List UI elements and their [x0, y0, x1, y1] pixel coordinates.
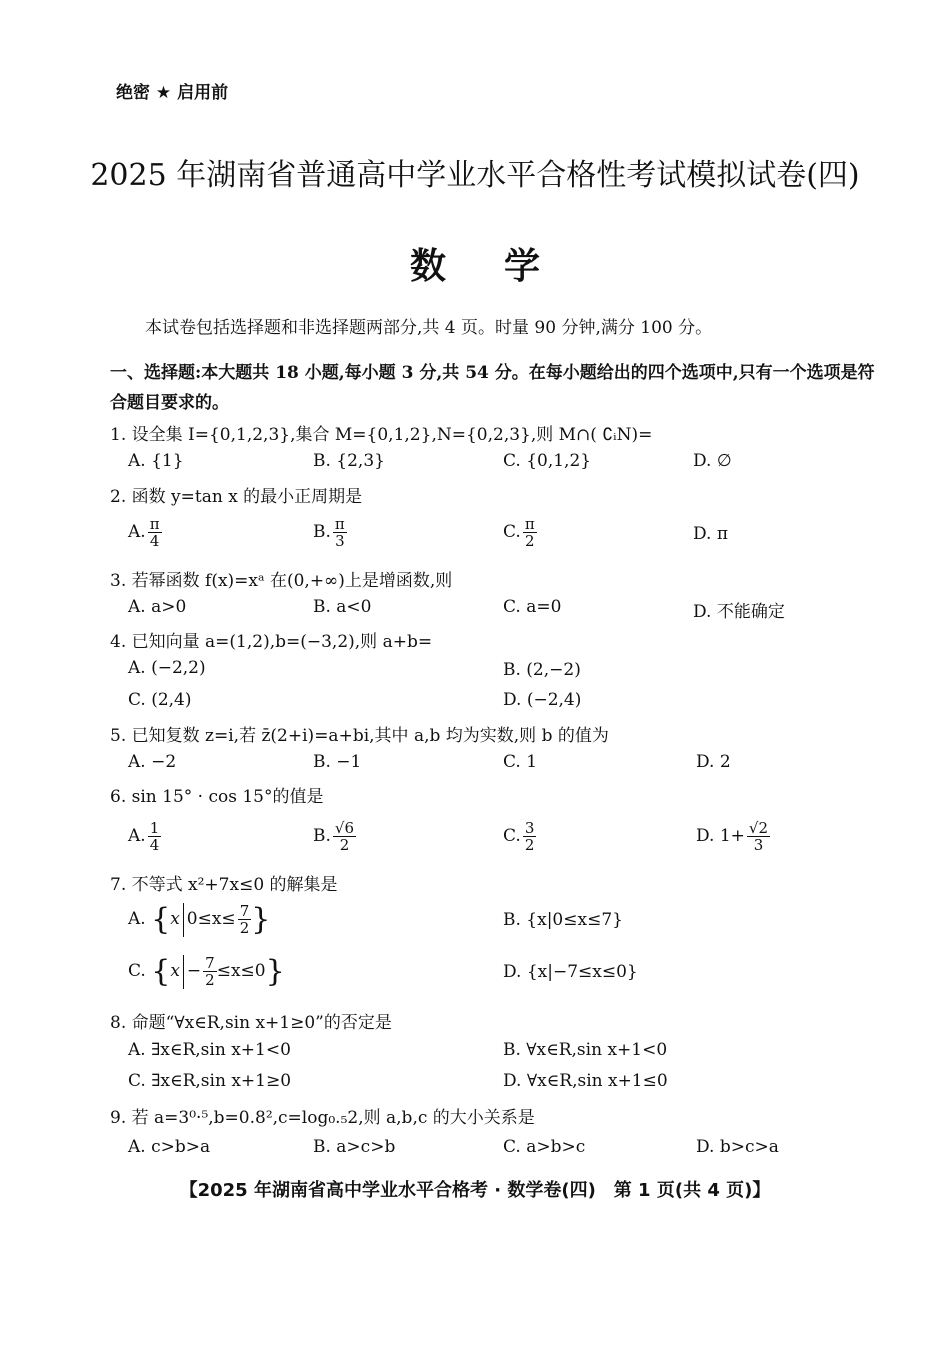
question-3-option-d: D. 不能确定: [693, 602, 785, 622]
section-heading: 一、选择题:本大题共 18 小题,每小题 3 分,共 54 分。在每小题给出的四个选项中,只有一个选项是符合题目要求的。: [110, 363, 875, 413]
question-7-option-d: D. {x|−7≤x≤0}: [503, 962, 638, 982]
question-9-option-a: A. c>b>a: [128, 1137, 211, 1157]
question-9-stem: 9. 若 a=3⁰·⁵,b=0.8²,c=log₀.₅2,则 a,b,c 的大小关系是: [110, 1108, 535, 1128]
question-5-option-b: B. −1: [313, 752, 362, 772]
question-6-option-a: A. $\frac{1}{4}$: [128, 819, 160, 854]
question-4-stem: 4. 已知向量 a=(1,2),b=(−3,2),则 a+b=: [110, 632, 433, 652]
question-5-option-d: D. 2: [696, 752, 731, 772]
question-4-option-b: B. (2,−2): [503, 660, 581, 680]
question-1-stem: 1. 设全集 I={0,1,2,3},集合 M={0,1,2},N={0,2,3},则 M∩( ∁ᵢN)=: [110, 425, 653, 445]
question-2-option-d: D. π: [693, 524, 729, 544]
question-5-stem: 5. 已知复数 z=i,若 z̄(2+i)=a+bi,其中 a,b 均为实数,则 b 的值为: [110, 726, 609, 746]
question-9-option-c: C. a>b>c: [503, 1137, 586, 1157]
question-4-option-d: D. (−2,4): [503, 690, 582, 710]
question-4-option-c: C. (2,4): [128, 690, 192, 710]
left-brace-icon: {: [151, 902, 171, 937]
question-7-option-a: A. {x 0≤x≤ $\frac{7}{2}$ }: [128, 902, 271, 937]
question-1-option-b: B. {2,3}: [313, 451, 385, 471]
right-brace-icon: }: [251, 902, 271, 937]
set-bar-icon: [183, 955, 184, 989]
question-1-option-d: D. ∅: [693, 451, 732, 471]
question-9-option-d: D. b>c>a: [696, 1137, 779, 1157]
question-7-stem: 7. 不等式 x²+7x≤0 的解集是: [110, 875, 338, 895]
exam-title: 2025 年湖南省普通高中学业水平合格性考试模拟试卷(四): [90, 158, 860, 193]
question-3-option-b: B. a<0: [313, 597, 372, 617]
question-7-option-c: C. {x − $\frac{7}{2}$ ≤x≤0}: [128, 954, 285, 989]
exam-intro: 本试卷包括选择题和非选择题两部分,共 4 页。时量 90 分钟,满分 100 分。: [145, 318, 713, 338]
question-1-option-a: A. {1}: [128, 451, 184, 471]
question-9-option-b: B. a>c>b: [313, 1137, 396, 1157]
question-5-option-c: C. 1: [503, 752, 538, 772]
question-8-option-c: C. ∃x∈R,sin x+1≥0: [128, 1071, 292, 1091]
right-brace-icon: }: [265, 954, 285, 989]
question-8-option-b: B. ∀x∈R,sin x+1<0: [503, 1040, 668, 1060]
question-8-stem: 8. 命题“∀x∈R,sin x+1≥0”的否定是: [110, 1013, 392, 1033]
left-brace-icon: {: [151, 954, 171, 989]
question-6-stem: 6. sin 15° · cos 15°的值是: [110, 787, 324, 807]
question-2-option-c: C. $\frac{\pi}{2}$: [503, 515, 535, 550]
question-3-stem: 3. 若幂函数 f(x)=xᵃ 在(0,+∞)上是增函数,则: [110, 571, 453, 591]
question-8-option-d: D. ∀x∈R,sin x+1≤0: [503, 1071, 668, 1091]
question-6-option-c: C. $\frac{3}{2}$: [503, 819, 535, 854]
question-2-stem: 2. 函数 y=tan x 的最小正周期是: [110, 487, 363, 507]
question-2-option-a: A. $\frac{\pi}{4}$: [128, 515, 160, 550]
page-footer: 【2025 年湖南省高中学业水平合格考 · 数学卷(四) 第 1 页(共 4 页)】: [179, 1180, 771, 1201]
question-7-option-b: B. {x|0≤x≤7}: [503, 910, 623, 930]
question-2-option-b: B. $\frac{\pi}{3}$: [313, 515, 345, 550]
confidential-label: 绝密 ★ 启用前: [116, 83, 229, 103]
subject-title: 数学: [409, 245, 598, 287]
question-6-option-b: B. $\frac{√6}{2}$: [313, 819, 355, 854]
set-bar-icon: [183, 903, 184, 937]
question-3-option-c: C. a=0: [503, 597, 562, 617]
question-3-option-a: A. a>0: [128, 597, 187, 617]
question-8-option-a: A. ∃x∈R,sin x+1<0: [128, 1040, 291, 1060]
question-5-option-a: A. −2: [128, 752, 177, 772]
question-1-option-c: C. {0,1,2}: [503, 451, 592, 471]
question-4-option-a: A. (−2,2): [128, 658, 206, 678]
question-6-option-d: D. 1+ $\frac{√2}{3}$: [696, 819, 769, 854]
